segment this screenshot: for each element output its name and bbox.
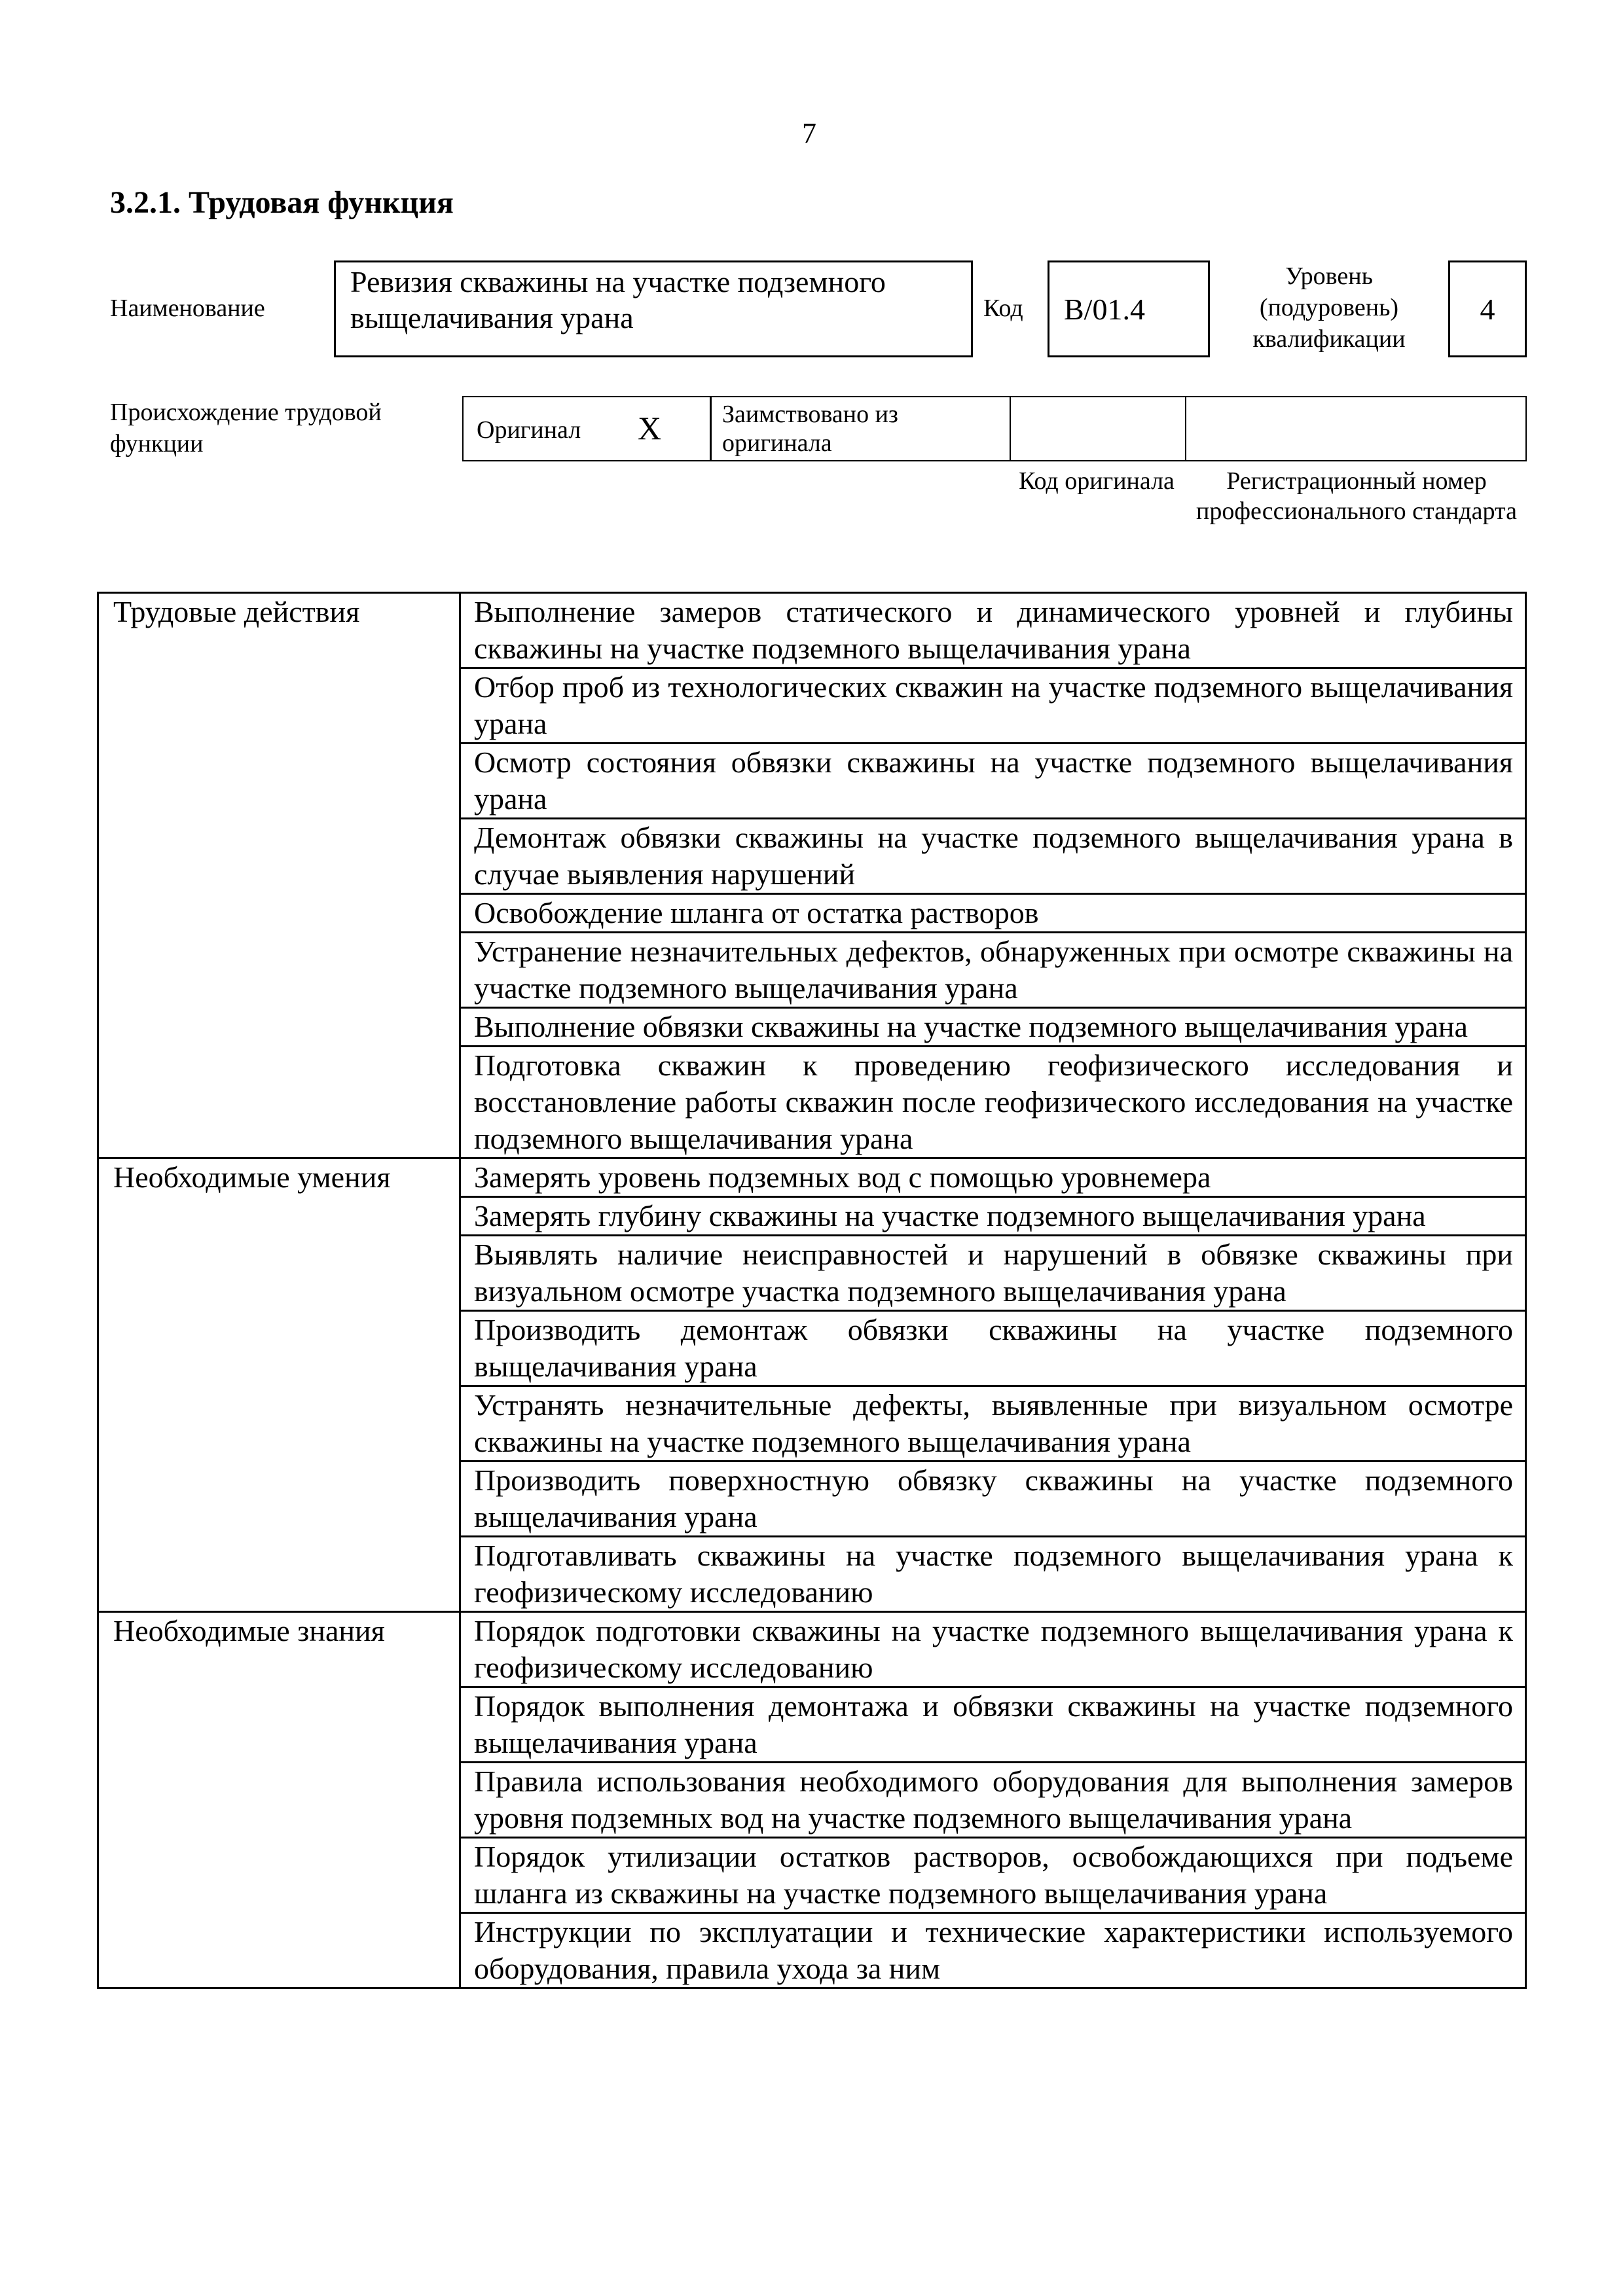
original-cell	[462, 396, 711, 461]
registration-number-cell	[1185, 396, 1527, 461]
item-cell: Выполнение обвязки скважины на участке подземного выщелачивания урана	[460, 1008, 1526, 1047]
original-code-caption: Код оригинала	[1019, 467, 1175, 495]
original-code-cell	[1010, 396, 1186, 461]
table-row	[98, 593, 1526, 668]
category-cell: Необходимые умения	[98, 1158, 460, 1612]
original-mark: X	[638, 410, 662, 446]
origin-table	[462, 396, 1527, 461]
item-cell: Устранение незначительных дефектов, обнаруженных при осмотре скважины на участке подземного выщелачивания урана	[460, 933, 1526, 1008]
item-cell: Отбор проб из технологических скважин на участке подземного выщелачивания урана	[460, 668, 1526, 744]
original-label: Оригинал	[477, 416, 581, 444]
code-label: Код	[983, 295, 1023, 322]
category-cell: Необходимые знания	[98, 1612, 460, 1988]
item-cell: Правила использования необходимого оборудования для выполнения замеров уровня подземных вод на участке подземного выщелачивания урана	[460, 1763, 1526, 1838]
section-title: 3.2.1. Трудовая функция	[110, 185, 454, 220]
borrowed-label: Заимствовано из оригинала	[722, 401, 898, 457]
item-cell: Инструкции по эксплуатации и технические характеристики используемого оборудования, правила ухода за ним	[460, 1913, 1526, 1988]
category-cell: Трудовые действия	[98, 593, 460, 1158]
item-cell: Подготавливать скважины на участке подземного выщелачивания урана к геофизическому исследованию	[460, 1537, 1526, 1612]
item-cell: Осмотр состояния обвязки скважины на участке подземного выщелачивания урана	[460, 744, 1526, 819]
item-cell: Замерять глубину скважины на участке подземного выщелачивания урана	[460, 1197, 1526, 1236]
item-cell: Порядок утилизации остатков растворов, освобождающихся при подъеме шланга из скважины на участке подземного выщелачивания урана	[460, 1838, 1526, 1913]
item-cell: Освобождение шланга от остатка растворов	[460, 894, 1526, 933]
item-cell: Производить демонтаж обвязки скважины на участке подземного выщелачивания урана	[460, 1311, 1526, 1386]
function-code-box: B/01.4	[1048, 260, 1210, 357]
function-details-table	[97, 592, 1527, 1989]
table-row	[98, 1612, 1526, 1687]
registration-number-caption: Регистрационный номер профессионального стандарта	[1196, 467, 1517, 525]
item-cell: Устранять незначительные дефекты, выявленные при визуальном осмотре скважины на участке подземного выщелачивания урана	[460, 1386, 1526, 1462]
borrowed-cell	[710, 396, 1011, 461]
table-row	[98, 1158, 1526, 1197]
page-number: 7	[802, 117, 816, 149]
qualification-level-label: Уровень (подуровень) квалификации	[1252, 262, 1406, 353]
function-name-box: Ревизия скважины на участке подземного выщелачивания урана	[334, 260, 973, 357]
item-cell: Выполнение замеров статического и динамического уровней и глубины скважины на участке подземного выщелачивания урана	[460, 593, 1526, 668]
item-cell: Производить поверхностную обвязку скважины на участке подземного выщелачивания урана	[460, 1462, 1526, 1537]
item-cell: Демонтаж обвязки скважины на участке подземного выщелачивания урана в случае выявления нарушений	[460, 819, 1526, 894]
name-label: Наименование	[110, 295, 265, 322]
item-cell: Подготовка скважин к проведению геофизического исследования и восстановление работы скважин после геофизического исследования на участке подземного выщелачивания урана	[460, 1047, 1526, 1158]
item-cell: Замерять уровень подземных вод с помощью уровнемера	[460, 1158, 1526, 1197]
item-cell: Порядок выполнения демонтажа и обвязки скважины на участке подземного выщелачивания урана	[460, 1687, 1526, 1763]
origin-label: Происхождение трудовой функции	[110, 399, 382, 457]
item-cell: Порядок подготовки скважины на участке подземного выщелачивания урана к геофизическому исследованию	[460, 1612, 1526, 1687]
qualification-level-box: 4	[1448, 260, 1527, 357]
item-cell: Выявлять наличие неисправностей и нарушений в обвязке скважины при визуальном осмотре участка подземного выщелачивания урана	[460, 1236, 1526, 1311]
